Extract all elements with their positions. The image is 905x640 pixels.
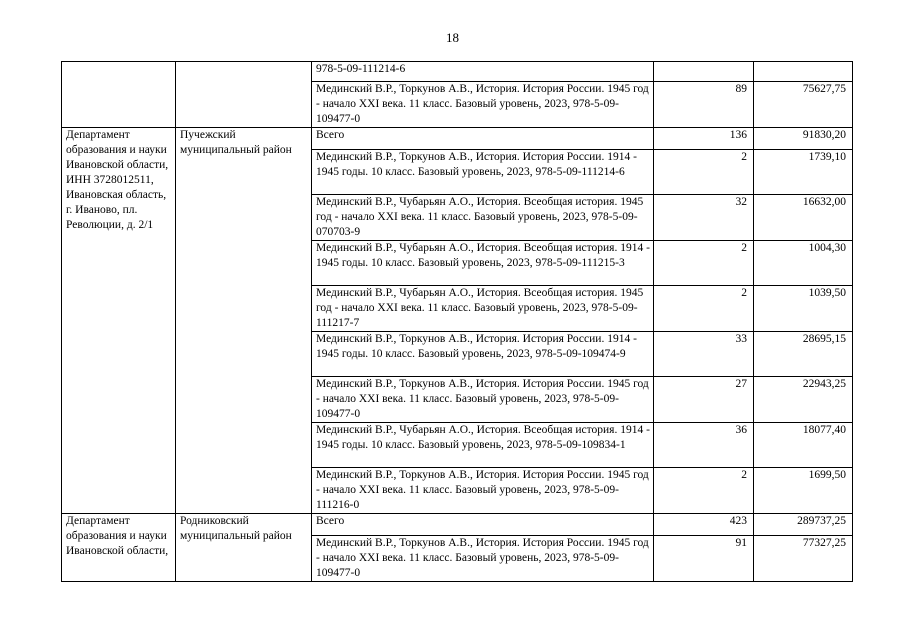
total-qty: 423	[654, 514, 754, 536]
department-cell: Департамент образования и науки Ивановской области,	[62, 514, 176, 582]
sum-cell	[754, 62, 853, 82]
sum-cell: 28695,15	[754, 332, 853, 377]
book-cell: Мединский В.Р., Торкунов А.В., История. История России. 1945 год - начало XXI века. 11 класс. Базовый уровень, 2023, 978-5-09-109477-0	[312, 536, 654, 582]
department-cell: Департамент образования и науки Ивановской области, ИНН 3728012511, Ивановская область, г. Иваново, пл. Революции, д. 2/1	[62, 128, 176, 514]
department-cell	[62, 62, 176, 128]
qty-cell: 33	[654, 332, 754, 377]
qty-cell: 2	[654, 241, 754, 286]
sum-cell: 18077,40	[754, 423, 853, 468]
sum-cell: 1004,30	[754, 241, 853, 286]
total-sum: 91830,20	[754, 128, 853, 150]
qty-cell: 27	[654, 377, 754, 423]
sum-cell: 77327,25	[754, 536, 853, 582]
sum-cell: 1699,50	[754, 468, 853, 514]
book-cell: Мединский В.Р., Торкунов А.В., История. История России. 1914 - 1945 годы. 10 класс. Базовый уровень, 2023, 978-5-09-111214-6	[312, 150, 654, 195]
book-cell: Мединский В.Р., Чубарьян А.О., История. Всеобщая история. 1914 - 1945 годы. 10 класс. Базовый уровень, 2023, 978-5-09-109834-1	[312, 423, 654, 468]
sum-cell: 75627,75	[754, 82, 853, 128]
qty-cell: 2	[654, 286, 754, 332]
book-cell: Мединский В.Р., Торкунов А.В., История. История России. 1914 - 1945 годы. 10 класс. Базовый уровень, 2023, 978-5-09-109474-9	[312, 332, 654, 377]
book-cell: Мединский В.Р., Чубарьян А.О., История. Всеобщая история. 1914 - 1945 годы. 10 класс. Базовый уровень, 2023, 978-5-09-111215-3	[312, 241, 654, 286]
district-cell: Пучежский муниципальный район	[176, 128, 312, 514]
qty-cell: 36	[654, 423, 754, 468]
qty-cell: 32	[654, 195, 754, 241]
total-row	[62, 514, 853, 536]
district-cell: Родниковский муниципальный район	[176, 514, 312, 582]
sum-cell: 16632,00	[754, 195, 853, 241]
total-label: Всего	[312, 514, 654, 536]
sum-cell: 1739,10	[754, 150, 853, 195]
qty-cell: 91	[654, 536, 754, 582]
total-label: Всего	[312, 128, 654, 150]
table-row	[62, 62, 853, 82]
total-row	[62, 128, 853, 150]
qty-cell	[654, 62, 754, 82]
total-sum: 289737,25	[754, 514, 853, 536]
book-cell: Мединский В.Р., Торкунов А.В., История. История России. 1945 год - начало XXI века. 11 класс. Базовый уровень, 2023, 978-5-09-111216-0	[312, 468, 654, 514]
district-cell	[176, 62, 312, 128]
book-cell: Мединский В.Р., Торкунов А.В., История. История России. 1945 год - начало XXI века. 11 класс. Базовый уровень, 2023, 978-5-09-109477-0	[312, 82, 654, 128]
book-cell: 978-5-09-111214-6	[312, 62, 654, 82]
qty-cell: 89	[654, 82, 754, 128]
page-number: 18	[446, 30, 459, 45]
book-cell: Мединский В.Р., Торкунов А.В., История. История России. 1945 год - начало XXI века. 11 класс. Базовый уровень, 2023, 978-5-09-109477-0	[312, 377, 654, 423]
sum-cell: 1039,50	[754, 286, 853, 332]
book-cell: Мединский В.Р., Чубарьян А.О., История. Всеобщая история. 1945 год - начало XXI века. 11 класс. Базовый уровень, 2023, 978-5-09-070703-9	[312, 195, 654, 241]
qty-cell: 2	[654, 150, 754, 195]
qty-cell: 2	[654, 468, 754, 514]
sum-cell: 22943,25	[754, 377, 853, 423]
total-qty: 136	[654, 128, 754, 150]
distribution-table	[61, 61, 853, 582]
book-cell: Мединский В.Р., Чубарьян А.О., История. Всеобщая история. 1945 год - начало XXI века. 11 класс. Базовый уровень, 2023, 978-5-09-111217-7	[312, 286, 654, 332]
